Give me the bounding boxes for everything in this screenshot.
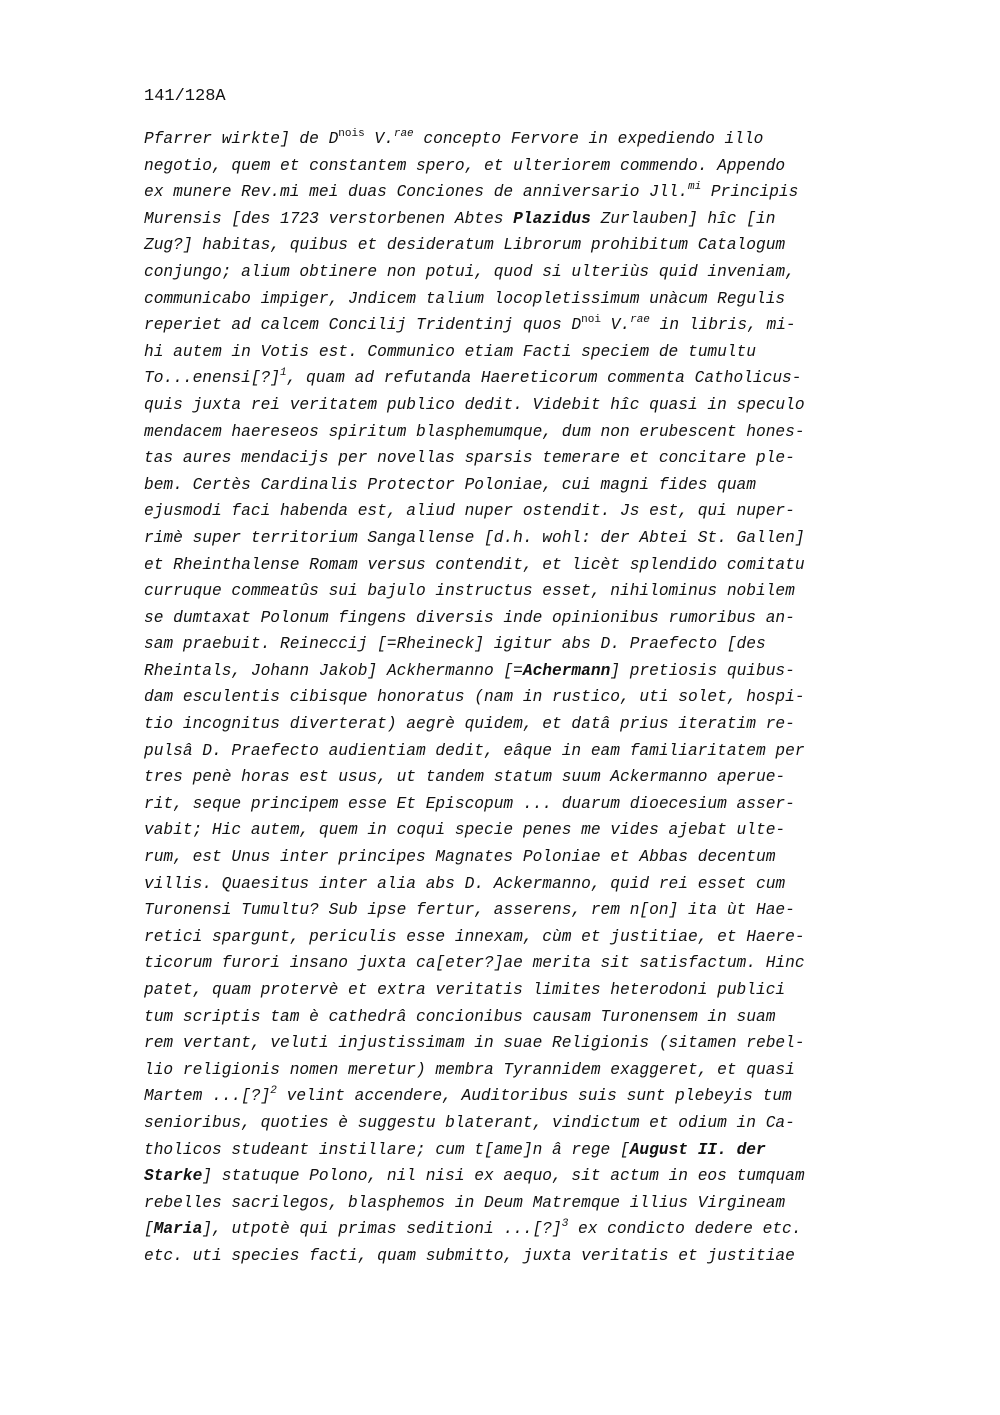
text-line: tres penè horas est usus, ut tandem statum suum Ackermanno aperue-: [144, 768, 786, 787]
text-line: lio religionis nomen meretur) membra Tyrannidem exaggeret, et quasi: [144, 1060, 795, 1079]
bold-name: Achermann: [522, 661, 611, 680]
text-line: se dumtaxat Polonum fingens diversis inde opinionibus rumoribus an-: [144, 608, 795, 627]
page-reference: 141/128A: [144, 87, 226, 106]
footnote-marker: 3: [561, 1217, 569, 1230]
text-line: Murensis [des 1723 verstorbenen Abtes Plazidus Zurlauben] hîc [in: [144, 209, 776, 228]
text-line: To...enensi[?]$^1$, quam ad refutanda Haereticorum commenta Catholicus-: [144, 366, 802, 388]
text-line: curruque commeatûs sui bajulo instructus esset, nihilominus nobilem: [144, 582, 795, 601]
text-line: Starke] statuque Polono, nil nisi ex aequo, sit actum in eos tumquam: [144, 1167, 805, 1186]
letter-transcription: [144, 126, 914, 1270]
text-line: etc. uti species facti, quam submitto, juxta veritatis et justitiae: [144, 1246, 795, 1265]
text-line: negotio, quem et constantem spero, et ulteriorem commendo. Appendo: [144, 156, 786, 175]
text-line: rit, seque principem esse Et Episcopum ... duarum dioecesium asser-: [144, 794, 795, 813]
text-line: communicabo impiger, Jndicem talium locopletissimum unàcum Regulis: [144, 289, 786, 308]
text-line: ex munere Rev.mi mei duas Conciones de anniversario Jll.$^{mi}$ Principis: [144, 180, 799, 202]
text-line: pulsâ D. Praefecto audientiam dedit, eâque in eam familiaritatem per: [144, 741, 805, 760]
bold-name: Starke: [144, 1167, 203, 1186]
text-line: rimè super territorium Sangallense [d.h. wohl: der Abtei St. Gallen]: [144, 528, 805, 547]
text-line: rebelles sacrilegos, blasphemos in Deum Matremque illius Virgineam: [144, 1193, 786, 1212]
text-line: sam praebuit. Reineccij [=Rheineck] igitur abs D. Praefecto [des: [144, 635, 766, 654]
text-line: retici spargunt, periculis esse innexam, cùm et justitiae, et Haere-: [144, 927, 805, 946]
text-line: patet, quam protervè et extra veritatis limites heterodoni publici: [144, 981, 786, 999]
text-line: tum scriptis tam è cathedrâ concionibus causam Turonensem in suam: [144, 1007, 776, 1026]
text-line: senioribus, quoties è suggestu blaterant, vindictum et odium in Ca-: [144, 1113, 795, 1132]
text-line: Martem ...[?]$^2$ velint accendere, Auditoribus suis sunt plebeyis tum: [144, 1084, 792, 1106]
bold-name: August II. der: [629, 1140, 766, 1159]
text-line: ticorum furori insano juxta ca[eter?]ae merita sit satisfactum. Hinc: [144, 954, 805, 973]
text-line: conjungo; alium obtinere non potui, quod si ulteriùs quid inveniam,: [144, 262, 795, 281]
text-line: bem. Certès Cardinalis Protector Poloniae, cui magni fides quam: [144, 475, 756, 494]
bold-name: Plazidus: [513, 209, 591, 228]
text-line: ejusmodi faci habenda est, aliud nuper ostendit. Js est, qui nuper-: [144, 502, 795, 521]
text-line: reperiet ad calcem Concilij Tridentinj quos $D^{noi}$ V.$^{rae}$ in libris, mi-: [144, 313, 796, 335]
text-line: quis juxta rei veritatem publico dedit. Videbit hîc quasi in speculo: [144, 395, 805, 414]
text-line: hi autem in Votis est. Communico etiam Facti speciem de tumultu: [144, 342, 756, 361]
footnote-marker: 1: [280, 366, 287, 379]
text-line: Turonensi Tumultu? Sub ipse fertur, asserens, rem n[on] ita ùt Hae-: [144, 901, 795, 920]
text-line: rum, est Unus inter principes Magnates Poloniae et Abbas decentum: [144, 848, 776, 867]
text-line: villis. Quaesitus inter alia abs D. Ackermanno, quid rei esset cum: [144, 874, 786, 893]
text-line: [Maria], utpotè qui primas seditioni ...[?]$^3$ ex condicto dedere etc.: [144, 1217, 802, 1239]
text-line: vabit; Hic autem, quem in coqui specie penes me vides ajebat ulte-: [144, 821, 786, 840]
text-line: dam esculentis cibisque honoratus (nam in rustico, uti solet, hospi-: [144, 688, 805, 707]
text-line: Zug?] habitas, quibus et desideratum Librorum prohibitum Catalogum: [144, 236, 786, 255]
text-line: Rheintals, Johann Jakob] Ackhermanno [=Achermann] pretiosis quibus-: [144, 661, 795, 680]
text-line: et Rheinthalense Romam versus contendit, et licèt splendido comitatu: [144, 555, 805, 574]
text-line: Pfarrer wirkte] de $D^{nois}$ V.$^{rae}$ concepto Fervore in expediendo illo: [144, 127, 764, 148]
text-line: tas aures mendacijs per novellas sparsis temerare et concitare ple-: [144, 449, 795, 468]
bold-name: Maria: [153, 1220, 203, 1239]
footnote-marker: 2: [270, 1084, 277, 1097]
text-line: tio incognitus diverterat) aegrè quidem, et datâ prius iteratim re-: [144, 715, 795, 734]
text-line: mendacem haereseos spiritum blasphemumque, dum non erubescent hones-: [144, 422, 805, 441]
text-line: tholicos studeant instillare; cum t[ame]n â rege [August II. der: [144, 1140, 766, 1159]
text-line: rem vertant, veluti injustissimam in suae Religionis (sitamen rebel-: [144, 1034, 805, 1053]
